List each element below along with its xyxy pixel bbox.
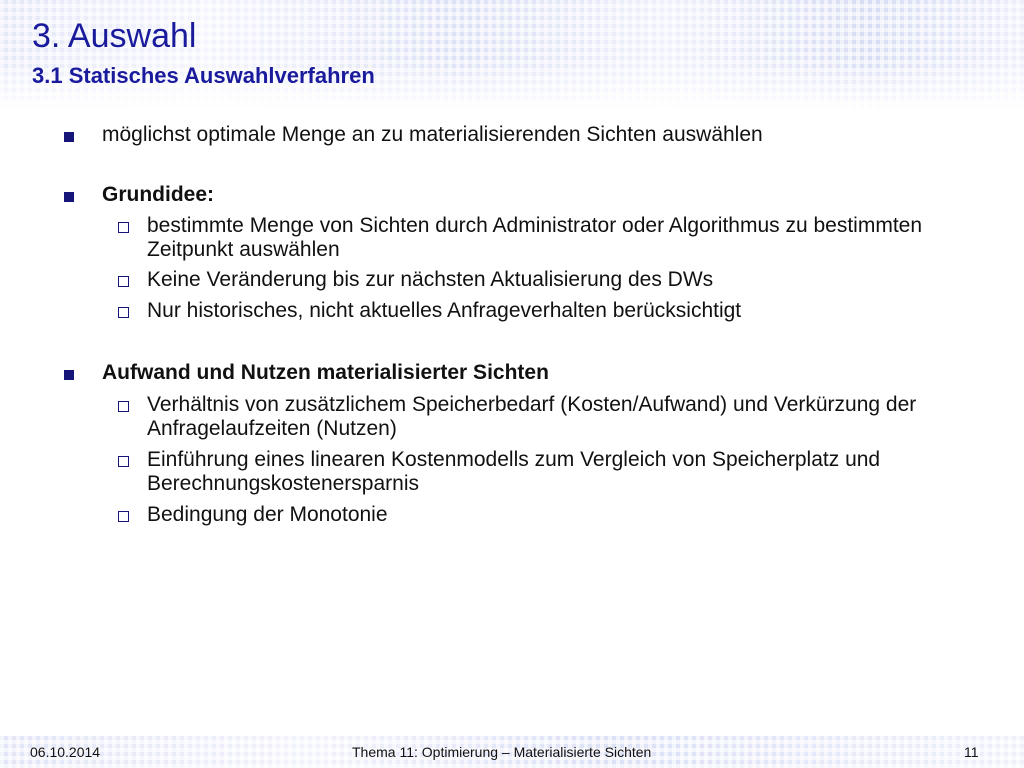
footer-bar: [0, 736, 1024, 768]
sub-bullet-text: Nur historisches, nicht aktuelles Anfrageverhalten berücksichtigt: [147, 299, 742, 322]
hollow-square-bullet-icon: [118, 276, 129, 287]
square-bullet-icon: [64, 370, 74, 380]
sub-bullet-text: Verhältnis von zusätzlichem Speicherbedarf (Kosten/Aufwand) und Verkürzung der Anfragelaufzeiten (Nutzen): [147, 393, 917, 440]
sub-bullet-text: Einführung eines linearen Kostenmodells zum Vergleich von Speicherplatz und Berechnungskostenersparnis: [147, 448, 881, 495]
bullet-text: möglichst optimale Menge an zu materialisierenden Sichten auswählen: [102, 123, 763, 146]
footer-date: 06.10.2014: [30, 744, 101, 760]
square-bullet-icon: [64, 132, 74, 142]
slide-title: 3. Auswahl: [32, 17, 197, 55]
sub-bullet-text: Bedingung der Monotonie: [147, 503, 388, 526]
bullet-text: Grundidee:: [102, 183, 215, 206]
hollow-square-bullet-icon: [118, 401, 129, 412]
hollow-square-bullet-icon: [118, 222, 129, 233]
bullet-text: Aufwand und Nutzen materialisierter Sichten: [102, 361, 549, 384]
hollow-square-bullet-icon: [118, 307, 129, 318]
footer-title: Thema 11: Optimierung – Materialisierte Sichten: [352, 744, 652, 760]
hollow-square-bullet-icon: [118, 456, 129, 467]
sub-bullet-text: Keine Veränderung bis zur nächsten Aktualisierung des DWs: [147, 268, 714, 291]
hollow-square-bullet-icon: [118, 511, 129, 522]
square-bullet-icon: [64, 192, 74, 202]
sub-bullet-text: bestimmte Menge von Sichten durch Administrator oder Algorithmus zu bestimmten Zeitpunkt auswählen: [147, 214, 923, 261]
page-number: 11: [964, 744, 979, 760]
slide-subtitle: 3.1 Statisches Auswahlverfahren: [32, 63, 375, 88]
